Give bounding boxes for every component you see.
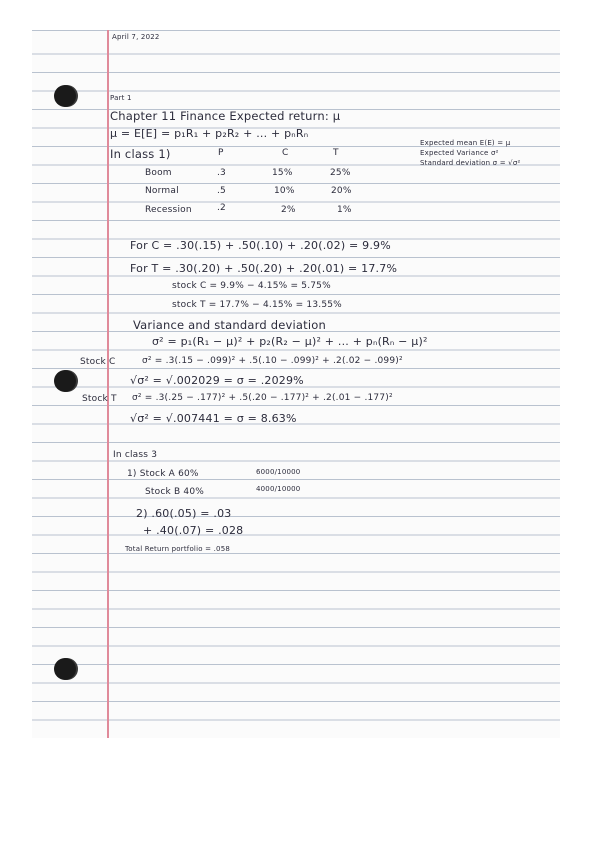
row-p: .3 [217,168,226,178]
table-header-c: C [282,148,289,158]
class3-stock-a-fraction: 6000/10000 [256,468,301,476]
stock-c-excess: stock C = 9.9% − 4.15% = 5.75% [172,281,331,291]
row-t: 25% [330,168,351,178]
row-p: .5 [217,186,226,196]
definition-sd: Standard deviation σ = √σ² [420,159,521,167]
stock-t-variance: σ² = .3(.25 − .177)² + .5(.20 − .177)² + .2(.01 − .177)² [132,393,393,403]
date: April 7, 2022 [112,33,160,41]
row-c: 10% [274,186,295,196]
stock-t-sd: √σ² = √.007441 = σ = 8.63% [130,412,297,425]
stock-t-label: Stock T [82,394,117,404]
class3-total: Total Return portfolio = .058 [125,545,230,553]
class3-stock-b-fraction: 4000/10000 [256,485,301,493]
class3-label: In class 3 [113,450,158,460]
stock-c-sd: √σ² = √.002029 = σ = .2029% [130,374,304,387]
variance-formula: σ² = p₁(R₁ − μ)² + p₂(R₂ − μ)² + ... + pₙ(Rₙ − μ)² [152,335,428,348]
table-label: In class 1) [110,147,171,161]
binder-hole-bottom [54,658,76,680]
row-state: Boom [145,168,172,178]
calc-stock-c: For C = .30(.15) + .50(.10) + .20(.02) = 9.9% [130,239,391,252]
table-header-p: P [218,148,224,158]
class3-stock-a: 1) Stock A 60% [127,469,199,479]
binder-hole-middle [54,370,76,392]
chapter-heading: Chapter 11 Finance Expected return: μ [110,109,341,123]
variance-heading: Variance and standard deviation [133,318,326,332]
definition-mean: Expected mean E(E) = μ [420,139,511,147]
class3-weighted-b: + .40(.07) = .028 [143,524,244,537]
stock-c-label: Stock C [80,357,116,367]
row-state: Recession [145,205,192,215]
expected-return-formula: μ = E[E] = p₁R₁ + p₂R₂ + ... + pₙRₙ [110,127,309,140]
row-t: 20% [331,186,352,196]
class3-weighted-a: 2) .60(.05) = .03 [136,507,232,520]
stock-t-excess: stock T = 17.7% − 4.15% = 13.55% [172,300,342,310]
calc-stock-t: For T = .30(.20) + .50(.20) + .20(.01) = 17.7% [130,262,398,275]
table-header-t: T [333,148,339,158]
row-p: .2 [217,203,226,213]
stock-c-variance: σ² = .3(.15 − .099)² + .5(.10 − .099)² + .2(.02 − .099)² [142,356,403,366]
binder-hole-top [54,85,76,107]
class3-stock-b: Stock B 40% [145,487,205,497]
definition-variance: Expected Variance σ² [420,149,499,157]
row-t: 1% [337,205,352,215]
row-c: 15% [272,168,293,178]
margin-line [107,30,109,738]
part-label: Part 1 [110,94,132,102]
row-c: 2% [281,205,296,215]
row-state: Normal [145,186,179,196]
